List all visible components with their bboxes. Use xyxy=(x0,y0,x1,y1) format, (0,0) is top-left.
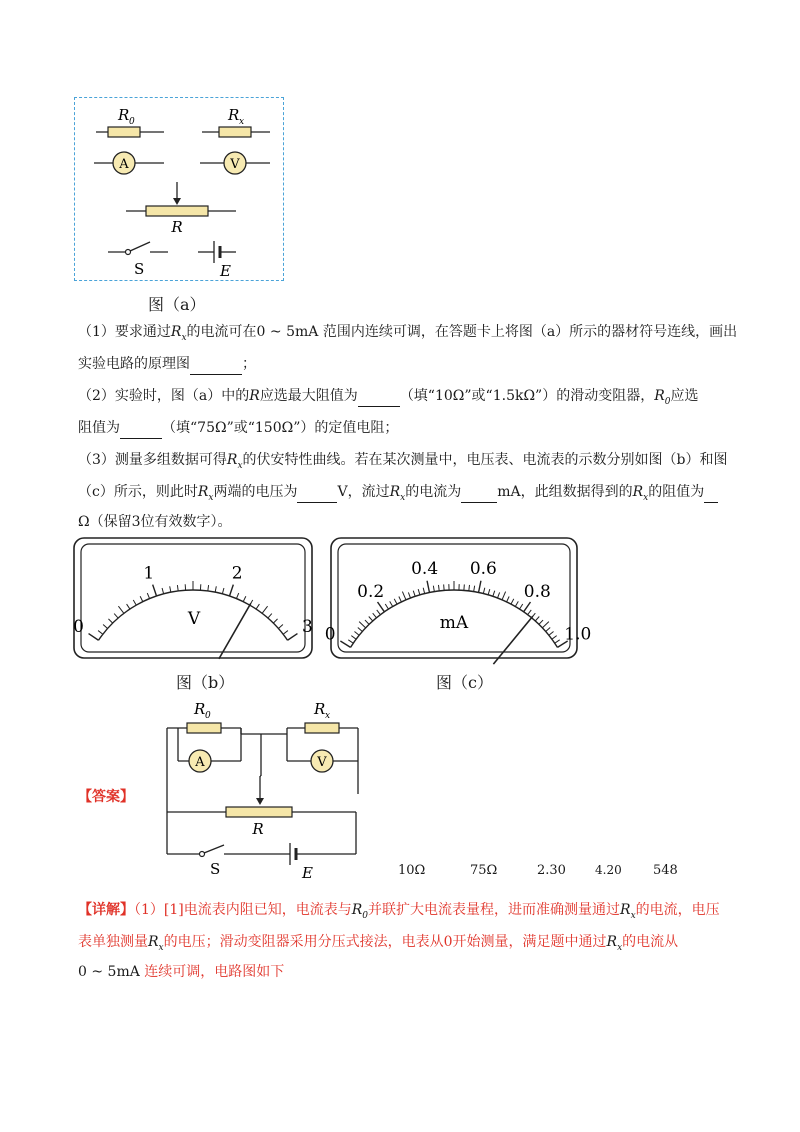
answer-blank-4[interactable] xyxy=(297,482,337,503)
meter-b-tick-label: 0 xyxy=(73,616,85,637)
question-3-line-3: Ω（保留3位有效数字）。 xyxy=(78,514,232,530)
answer-rx-resistor xyxy=(305,723,339,733)
fig-a-switch-label: S xyxy=(134,260,145,278)
answer-r0-label: R xyxy=(194,700,206,718)
explanation-line-2: 表单独测量$R_x$的电压；滑动变阻器采用分压式接法，电表从0开始测量，满足题中通过$R_x$的电流从 xyxy=(78,934,679,953)
answer-value-3: 2.30 xyxy=(537,863,566,878)
meter-c-tick-label: 1.0 xyxy=(564,624,592,645)
meter-c-unit: mA xyxy=(439,613,469,633)
meter-c-tick-label: 0.8 xyxy=(523,582,551,603)
fig-a-rheostat-label: R xyxy=(171,218,183,236)
figure-c-caption: 图（c） xyxy=(436,673,493,692)
fig-a-rheostat xyxy=(146,206,208,216)
answer-voltmeter-label: V xyxy=(317,755,327,770)
answer-blank-1[interactable] xyxy=(190,354,242,375)
question-2-line-1: （2）实验时，图（a）中的R应选最大阻值为 （填“10Ω”或“1.5kΩ”）的滑动变阻器，$R_0$应选 xyxy=(78,388,699,407)
fig-a-r0-sub: 0 xyxy=(129,117,135,127)
answer-rx-sub: x xyxy=(325,711,331,721)
answer-battery-label: E xyxy=(302,864,313,882)
question-1-line-1: （1）要求通过$R_x$的电流可在0 ~ 5mA 范围内连续可调，在答题卡上将图（a）所示的器材符号连线，画出 xyxy=(78,324,738,343)
answer-circuit-diagram xyxy=(150,694,370,884)
answer-rx-label: R xyxy=(314,700,326,718)
fig-a-r0-label: R xyxy=(118,106,130,124)
fig-a-battery-label: E xyxy=(220,262,231,280)
question-2-line-2: 阻值为 （填“75Ω”或“150Ω”）的定值电阻； xyxy=(78,418,398,439)
milliammeter-dial-figure-c xyxy=(324,536,592,660)
fig-a-rx-label: R xyxy=(228,106,240,124)
fig-a-rx-resistor xyxy=(219,127,251,137)
fig-a-r0-resistor xyxy=(108,127,140,137)
figure-a-caption: 图（a） xyxy=(148,295,206,314)
meter-c-tick-label: 0.2 xyxy=(357,582,385,603)
answer-value-5: 548 xyxy=(653,863,678,878)
voltmeter-dial-figure-b xyxy=(72,536,314,660)
answer-r0-sub: 0 xyxy=(205,711,211,721)
explanation-line-3: 0 ~ 5mA 连续可调，电路图如下 xyxy=(78,964,285,980)
question-1-line-2: 实验电路的原理图 ； xyxy=(78,354,256,375)
answer-tag: 【答案】 xyxy=(78,789,134,805)
meter-b-tick-label: 2 xyxy=(231,563,243,584)
question-3-line-1: （3）测量多组数据可得$R_x$的伏安特性曲线。若在某次测量中，电压表、电流表的示数分别如图（b）和图 xyxy=(78,452,728,471)
meter-b-tick-label: 1 xyxy=(143,563,155,584)
answer-switch-label: S xyxy=(210,860,221,878)
answer-r0-resistor xyxy=(187,723,221,733)
answer-ammeter-label: A xyxy=(195,755,205,770)
answer-rheostat xyxy=(226,807,292,817)
meter-c-tick-label: 0.4 xyxy=(411,558,439,579)
answer-blank-2[interactable] xyxy=(358,386,400,407)
answer-value-2: 75Ω xyxy=(470,863,498,878)
answer-blank-6[interactable] xyxy=(704,482,718,503)
meter-b-unit: V xyxy=(187,609,201,629)
answer-blank-3[interactable] xyxy=(120,418,162,439)
question-3-line-2: （c）所示，则此时$R_x$两端的电压为 V，流过$R_x$的电流为 mA，此组数据得到的$R_x$的阻值为 xyxy=(78,482,718,508)
explanation-line-1: 【详解】（1）[1]电流表内阻已知，电流表与$R_0$并联扩大电流表量程，进而准确测量通过$R_x$的电流，电压 xyxy=(78,902,720,921)
meter-c-tick-label: 0.6 xyxy=(469,558,497,579)
answer-value-4: 4.20 xyxy=(595,863,622,877)
answer-rheostat-label: R xyxy=(252,820,264,838)
fig-a-rx-sub: x xyxy=(239,117,245,127)
answer-blank-5[interactable] xyxy=(461,482,497,503)
meter-b-tick-label: 3 xyxy=(301,616,313,637)
fig-a-voltmeter-label: V xyxy=(230,157,240,172)
figure-a-components xyxy=(74,97,284,281)
fig-a-ammeter-label: A xyxy=(119,157,129,172)
figure-b-caption: 图（b） xyxy=(176,673,235,692)
meter-c-tick-label: 0 xyxy=(324,624,336,645)
answer-value-1: 10Ω xyxy=(398,863,426,878)
